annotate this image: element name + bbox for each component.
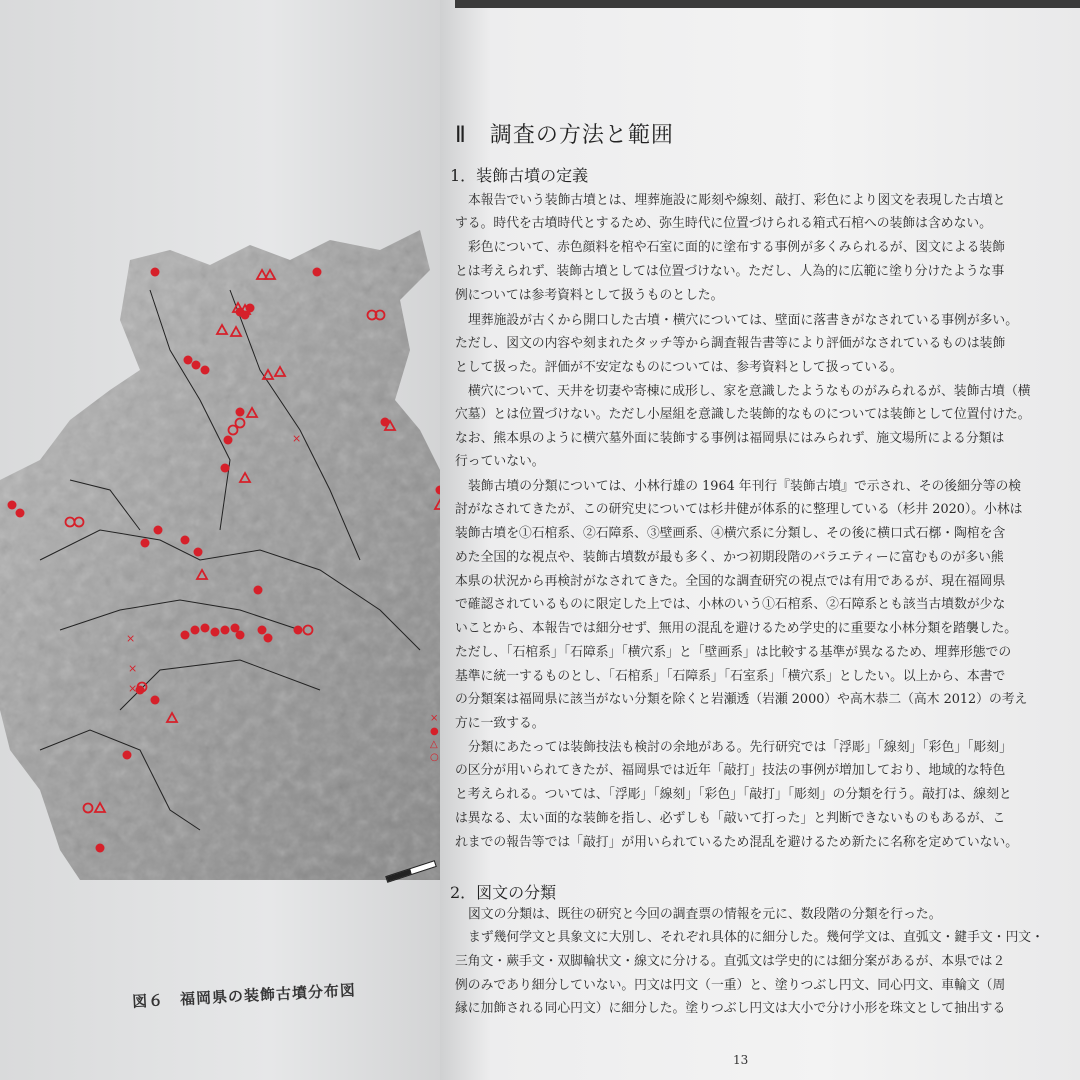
body-text-line: いことから、本報告では細分せず、無用の混乱を避けるため学史的に重要な小林分類を踏襲した。	[455, 621, 1018, 636]
cross-marker: ×	[126, 632, 136, 645]
body-text-line: ただし、図文の内容や刻まれたタッチ等から調査報告書等により評価がなされているものは装飾	[455, 336, 1006, 351]
figure-caption: 図６ 福岡県の装飾古墳分布図	[131, 981, 357, 1011]
distribution-map	[0, 230, 450, 890]
filled-circle-marker	[264, 634, 273, 643]
body-text-line: の区分が用いられてきたが、福岡県では近年「敲打」技法の事例が増加しており、地域的な特色	[455, 763, 1006, 778]
body-text-line: 分類にあたっては装飾技法も検討の余地がある。先行研究では「浮彫」「線刻」「彩色」「彫刻」	[468, 740, 1012, 755]
filled-circle-marker	[8, 501, 17, 510]
filled-circle-marker	[258, 626, 267, 635]
body-text-line: 図文の分類は、既往の研究と今回の調査票の情報を元に、数段階の分類を行った。	[468, 907, 942, 922]
legend-item: ●	[430, 726, 439, 737]
section-title: 1．装飾古墳の定義	[450, 166, 589, 185]
body-text-line: 討がなされてきたが、この研究史については杉井健が体系的に整理している（杉井 2020）。小林は	[455, 502, 1023, 517]
page-edge	[455, 0, 1080, 8]
filled-circle-marker	[181, 536, 190, 545]
body-text-line: と考えられる。ついては、「浮彫」「線刻」「彩色」「敲打」「彫刻」の分類を行う。敲打は、線刻と	[455, 787, 1012, 802]
filled-circle-marker	[123, 751, 132, 760]
filled-circle-marker	[194, 548, 203, 557]
body-text-line: 行っていない。	[455, 454, 545, 469]
filled-circle-marker	[254, 586, 263, 595]
filled-circle-marker	[181, 631, 190, 640]
legend-item: △	[430, 739, 438, 750]
filled-circle-marker	[236, 631, 245, 640]
cross-marker: ×	[128, 682, 138, 695]
filled-circle-marker	[192, 361, 201, 370]
filled-circle-marker	[236, 408, 245, 417]
body-text-line: 本報告でいう装飾古墳とは、埋葬施設に彫刻や線刻、敲打、彩色により図文を表現した古墳と	[468, 193, 1006, 208]
filled-circle-marker	[184, 356, 193, 365]
body-text-line: 装飾古墳の分類については、小林行雄の 1964 年刊行『装飾古墳』で示され、その後細分等の検	[468, 479, 1022, 494]
body-text-line: 装飾古墳を①石棺系、②石障系、③壁画系、④横穴系に分類し、その後に横口式石槨・陶棺を含	[455, 526, 1006, 541]
map-legend	[430, 712, 439, 764]
filled-circle-marker	[294, 626, 303, 635]
filled-circle-marker	[141, 539, 150, 548]
body-text-line: 穴墓）とは位置づけない。ただし小屋組を意識した装飾的なものについては装飾として位置付けた。	[455, 407, 1031, 422]
body-text-line: 基準に統一するものとし、「石棺系」「石障系」「石室系」「横穴系」としたい。以上から、本書で	[455, 669, 1006, 684]
cross-marker: ×	[128, 662, 138, 675]
page-number: 13	[733, 1053, 749, 1067]
body-text-line: めた全国的な視点や、装飾古墳数が最も多く、かつ初期段階のバラエティーに富むものが多い熊	[455, 550, 1004, 565]
filled-circle-marker	[201, 624, 210, 633]
legend-item: ×	[430, 713, 439, 724]
body-text-line: 例については参考資料として扱うものとした。	[455, 288, 724, 303]
left-page	[0, 0, 450, 1080]
filled-circle-marker	[154, 526, 163, 535]
filled-circle-marker	[221, 464, 230, 473]
body-text-line: 縁に加飾される同心円文）に細分した。塗りつぶし円文は大小で分け小形を珠文として抽出する	[455, 1001, 1006, 1016]
body-text-line: とは考えられず、装飾古墳としては位置づけない。ただし、人為的に広範に塗り分けたような事	[455, 264, 1005, 279]
filled-circle-marker	[151, 696, 160, 705]
chapter-title: Ⅱ 調査の方法と範囲	[455, 123, 674, 148]
body-text-line: 例のみであり細分していない。円文は円文（一重）と、塗りつぶし円文、同心円文、車輪文（周	[455, 978, 1006, 993]
body-text-line: まず幾何学文と具象文に大別し、それぞれ具体的に細分した。幾何学文は、直弧文・鍵手文・円文・	[468, 930, 1044, 945]
filled-circle-marker	[221, 626, 230, 635]
body-text-line: する。時代を古墳時代とするため、弥生時代に位置づけられる箱式石棺への装飾は含めない。	[455, 216, 992, 231]
body-text-line: 彩色について、赤色顔料を棺や石室に面的に塗布する事例が多くみられるが、図文による装飾	[468, 240, 1005, 255]
body-text-line: 横穴について、天井を切妻や寄棟に成形し、家を意識したようなものがみられるが、装飾古墳（横	[468, 384, 1031, 399]
filled-circle-marker	[313, 268, 322, 277]
body-text-line: 本県の状況から再検討がなされてきた。全国的な調査研究の視点では有用であるが、現在福岡県	[455, 574, 1006, 589]
cross-marker: ×	[292, 432, 302, 445]
body-text-line: ただし、「石棺系」「石障系」「横穴系」と「壁画系」は比較する基準が異なるため、埋葬形態での	[455, 645, 1012, 660]
filled-circle-marker	[96, 844, 105, 853]
filled-circle-marker	[201, 366, 210, 375]
body-text-line: として扱った。評価が不安定なものについては、参考資料として扱っている。	[455, 360, 903, 375]
section-title: 2．図文の分類	[450, 883, 557, 902]
filled-circle-marker	[191, 626, 200, 635]
body-text-line: れまでの報告等では「敲打」が用いられているため混乱を避けるため新たに名称を定めていない。	[455, 835, 1019, 850]
body-text-line: で確認されているものに限定した上では、小林のいう①石棺系、②石障系とも該当古墳数が少な	[455, 597, 1006, 612]
body-text-line: 方に一致する。	[455, 716, 545, 731]
body-text-line: 三角文・蕨手文・双脚輪状文・線文に分ける。直弧文は学史的には細分案があるが、本県では２	[455, 954, 1006, 969]
filled-circle-marker	[211, 628, 220, 637]
filled-circle-marker	[16, 509, 25, 518]
filled-circle-marker	[151, 268, 160, 277]
body-text-line: なお、熊本県のように横穴墓外面に装飾する事例は福岡県にはみられず、施文場所による分類は	[455, 431, 1005, 446]
body-text-line: は異なる、太い面的な装飾を指し、必ずしも「敲いて打った」と判断できないものもあるが、こ	[455, 811, 1006, 826]
legend-item: ○	[430, 752, 439, 763]
body-text-line: 埋葬施設が古くから開口した古墳・横穴については、壁面に落書きがなされている事例が多い。	[468, 313, 1019, 328]
body-text-line: の分類案は福岡県に該当がない分類を除くと岩瀬透（岩瀬 2000）や高木恭二（高木 2012）の考え	[455, 692, 1028, 707]
filled-circle-marker	[224, 436, 233, 445]
